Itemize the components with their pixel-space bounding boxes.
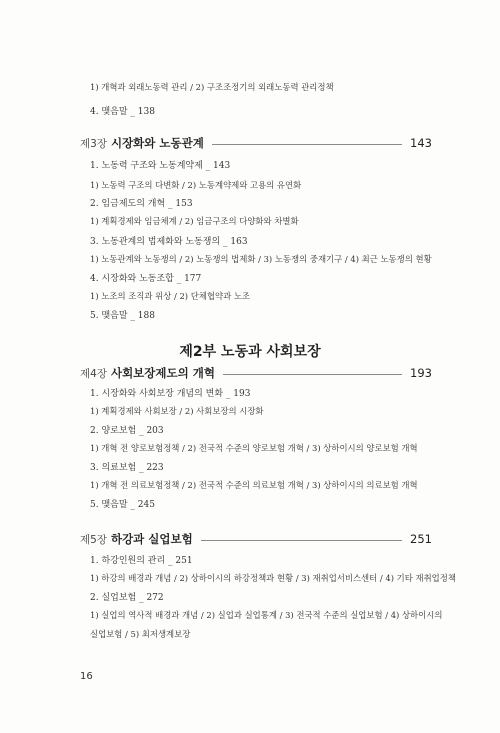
toc-section-line: 1. 하강인원의 관리 _ 251 bbox=[90, 556, 193, 566]
chapter-number: 제3장 bbox=[80, 137, 107, 150]
chapter-4-heading bbox=[80, 365, 432, 381]
page-number: 16 bbox=[80, 671, 93, 682]
chapter-title: 시장화와 노동관계 bbox=[110, 136, 204, 150]
chapter-title: 하강과 실업보험 bbox=[110, 532, 193, 546]
toc-subsection-line: 1) 하강의 배경과 개념 / 2) 상하이시의 하강정책과 현황 / 3) 재취업서비스센터 / 4) 기타 재취업정책 bbox=[90, 573, 456, 583]
toc-subsection-line: 1) 계획경제와 임금체계 / 2) 임금구조의 다양화와 차별화 bbox=[90, 216, 299, 226]
toc-section-line: 3. 의료보험 _ 223 bbox=[90, 463, 164, 473]
toc-section-line: 2. 임금제도의 개혁 _ 153 bbox=[90, 199, 193, 209]
toc-subsection-line: 1) 실업의 역사적 배경과 개념 / 2) 실업과 실업통계 / 3) 전국적 수준의 실업보험 / 4) 상하이시의 bbox=[90, 610, 443, 620]
toc-section-line: 4. 맺음말 _ 138 bbox=[90, 107, 155, 117]
chapter-number: 제5장 bbox=[80, 533, 107, 546]
toc-subsection-line: 1) 개혁 전 의료보험정책 / 2) 전국적 수준의 의료보험 개혁 / 3) 상하이시의 의료보험 개혁 bbox=[90, 480, 418, 490]
toc-subsection-line: 1) 계획경제와 사회보장 / 2) 사회보장의 시장화 bbox=[90, 406, 264, 416]
toc-subsection-line: 1) 노동력 구조의 다변화 / 2) 노동계약제와 고용의 유연화 bbox=[90, 180, 302, 190]
chapter-number: 제4장 bbox=[80, 367, 107, 380]
chapter-title: 사회보장제도의 개혁 bbox=[110, 366, 215, 380]
chapter-page-number: 251 bbox=[410, 532, 432, 546]
toc-subsection-line: 실업보험 / 5) 최저생계보장 bbox=[90, 629, 191, 639]
chapter-5-heading bbox=[80, 531, 432, 547]
part-2-title: 제2부 노동과 사회보장 bbox=[179, 344, 321, 360]
toc-subsection-line: 1) 노조의 조직과 위상 / 2) 단체협약과 노조 bbox=[90, 291, 251, 301]
toc-section-line: 5. 맺음말 _ 188 bbox=[90, 311, 155, 321]
toc-subsection-line: 1) 노동관계와 노동쟁의 / 2) 노동쟁의 법제화 / 3) 노동쟁의 중재기구 / 4) 최근 노동쟁의 현황 bbox=[90, 254, 432, 264]
toc-subsection-line: 1) 개혁 전 양로보험정책 / 2) 전국적 수준의 양로보험 개혁 / 3) 상하이시의 양로보험 개혁 bbox=[90, 443, 418, 453]
toc-section-line: 5. 맺음말 _ 245 bbox=[90, 500, 155, 510]
leader-rule bbox=[212, 144, 402, 145]
toc-section-line: 2. 양로보험 _ 203 bbox=[90, 426, 164, 436]
chapter-page-number: 193 bbox=[410, 366, 432, 380]
chapter-3-heading bbox=[80, 135, 432, 151]
toc-section-line: 4. 시장화와 노동조합 _ 177 bbox=[90, 274, 202, 284]
toc-section-line: 3. 노동관계의 법제화와 노동쟁의 _ 163 bbox=[90, 237, 248, 247]
leader-rule bbox=[201, 540, 402, 541]
toc-subsection-line: 1) 개혁과 외래노동력 관리 / 2) 구조조정기의 외래노동력 관리정책 bbox=[90, 82, 334, 92]
chapter-page-number: 143 bbox=[410, 136, 432, 150]
toc-section-line: 1. 시장화와 사회보장 개념의 변화 _ 193 bbox=[90, 389, 251, 399]
leader-rule bbox=[223, 374, 402, 375]
toc-section-line: 1. 노동력 구조와 노동계약제 _ 143 bbox=[90, 161, 231, 171]
toc-section-line: 2. 실업보험 _ 272 bbox=[90, 593, 164, 603]
